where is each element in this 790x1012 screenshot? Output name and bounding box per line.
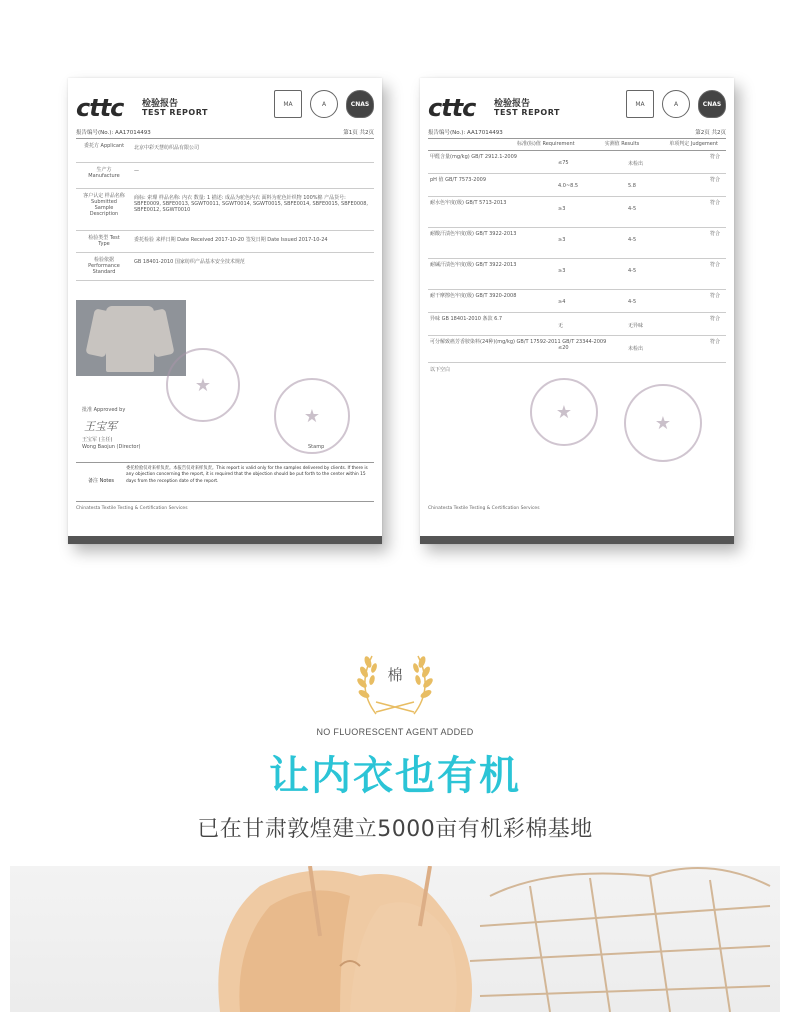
result-value: 5.8 <box>628 183 636 189</box>
result-value: 4-5 <box>628 268 637 274</box>
results-row <box>428 174 726 197</box>
judgement-value: 符合 <box>709 339 720 345</box>
footer-org: Chinatesta Textile Testing & Certification Services <box>428 506 540 511</box>
test-type-label: 检验类型 Test Type <box>88 235 120 247</box>
result-value: 4-5 <box>628 206 637 212</box>
requirement-value: ≤20 <box>558 345 569 351</box>
cttc-logo: cttc <box>76 94 124 122</box>
judgement-value: 符合 <box>709 293 720 299</box>
results-rows <box>428 151 726 363</box>
cal-mark-icon: A <box>662 90 690 118</box>
requirement-value: ≤75 <box>558 160 569 166</box>
results-row <box>428 259 726 290</box>
cnas-mark-icon: CNAS <box>698 90 726 118</box>
requirement-value: 4.0~8.5 <box>558 183 579 189</box>
result-value: 4-5 <box>628 299 637 305</box>
standard-value: GB 18401-2010 国家纺织产品基本安全技术规范 <box>134 259 245 265</box>
applicant-row <box>76 140 374 163</box>
sample-row <box>76 190 374 231</box>
footer-org: Chinatesta Textile Testing & Certification Services <box>76 506 188 511</box>
certification-marks <box>626 90 726 118</box>
requirement-value: 无 <box>558 323 564 329</box>
test-item: pH 值 GB/T 7573-2009 <box>430 177 486 183</box>
cma-mark-icon: MA <box>274 90 302 118</box>
test-item: 异味 GB 18401-2010 条款 6.7 <box>430 316 503 322</box>
judgement-value: 符合 <box>709 177 720 183</box>
report-header <box>428 88 726 124</box>
signature: 王宝军 <box>84 420 117 433</box>
report-title-en: TEST REPORT <box>142 108 208 117</box>
approved-label: 批准 Approved by <box>82 407 126 413</box>
results-row <box>428 313 726 336</box>
applicant-value: 北京中彩天慧纺织品有限公司 <box>134 145 200 151</box>
col-requirement: 标准(标)值 Requirement <box>516 141 575 147</box>
results-row <box>428 197 726 228</box>
test-report-page-1 <box>68 78 382 544</box>
sample-label: 客户认定 样品名称 Submitted Sample Description <box>83 193 125 217</box>
test-item: 甲醛含量(mg/kg) GB/T 2912.1-2009 <box>430 154 517 160</box>
test-type-row <box>76 232 374 253</box>
test-item: 耐碱汗渍色牢度(级) GB/T 3922-2013 <box>430 262 517 268</box>
page-indicator: 第1页 共2页 <box>343 130 374 136</box>
page-indicator: 第2页 共2页 <box>695 130 726 136</box>
report-number: 报告编号(No.): AA17014493 <box>428 130 503 136</box>
notes-label: 备注 Notes <box>87 478 115 484</box>
report-title-cn: 检验报告 <box>142 99 179 109</box>
blank-note: 以下空白 <box>430 367 451 373</box>
signer-name: 王宝军 (主任) <box>82 437 113 443</box>
center-stamp-icon: ★ <box>166 348 240 422</box>
test-type-value: 委托检验 来样日期 Date Received 2017-10-20 签发日期 Date Issued 2017-10-24 <box>134 237 328 243</box>
requirement-value: ≥3 <box>558 268 566 274</box>
manufacture-value: — <box>134 168 139 174</box>
col-judgement: 单项判定 Judgement <box>669 141 718 147</box>
requirement-value: ≥3 <box>558 237 566 243</box>
judgement-value: 符合 <box>709 231 720 237</box>
cnas-mark-icon: CNAS <box>346 90 374 118</box>
results-row <box>428 336 726 363</box>
report-number-row <box>76 128 374 139</box>
product-photo <box>10 866 780 1012</box>
cal-mark-icon: A <box>310 90 338 118</box>
test-report-page-2 <box>420 78 734 544</box>
cttc-logo: cttc <box>428 94 476 122</box>
stamp-label: Stamp <box>308 444 325 450</box>
headline: 让内衣也有机 <box>269 753 521 799</box>
judgement-value: 符合 <box>709 262 720 268</box>
test-item: 可分解致癌芳香胺染料(24种)(mg/kg) GB/T 17592-2011 GB/T 23344-2009 <box>430 339 607 345</box>
no-fluorescent-tagline: NO FLUORESCENT AGENT ADDED <box>316 727 474 737</box>
manufacture-row <box>76 164 374 189</box>
notes-row <box>76 462 374 502</box>
official-stamp-icon: ★ <box>274 378 350 454</box>
result-value: 4-5 <box>628 237 637 243</box>
subheadline: 已在甘肃敦煌建立5000亩有机彩棉基地 <box>197 817 593 842</box>
signer-name-en: Wong Baojun (Director) <box>82 444 141 450</box>
report-header <box>76 88 374 124</box>
official-stamp-icon: ★ <box>624 384 702 462</box>
result-value: 未检出 <box>628 346 644 352</box>
footer-bar <box>420 536 734 544</box>
center-stamp-icon: ★ <box>530 378 598 446</box>
requirement-value: ≥4 <box>558 299 566 305</box>
results-row <box>428 290 726 313</box>
result-value: 未检出 <box>628 161 644 167</box>
notes-value: 委托检验仅对来样负责。本报告仅对来样负责。This report is valid only for the samples delivered by clients. If there is any objection concerning the report, it is required that the objection should be put forth to the center within 15 days from the reception date of the report. <box>126 466 368 484</box>
report-title-en: TEST REPORT <box>494 108 560 117</box>
test-item: 耐干摩擦色牢度(级) GB/T 3920-2008 <box>430 293 517 299</box>
judgement-value: 符合 <box>709 200 720 206</box>
judgement-value: 符合 <box>709 316 720 322</box>
results-row <box>428 228 726 259</box>
results-row <box>428 151 726 174</box>
standard-row <box>76 254 374 281</box>
report-number: 报告编号(No.): AA17014493 <box>76 130 151 136</box>
cma-mark-icon: MA <box>626 90 654 118</box>
result-value: 无异味 <box>628 323 644 329</box>
requirement-value: ≥3 <box>558 206 566 212</box>
test-item: 耐水色牢度(级) GB/T 5713-2013 <box>430 200 507 206</box>
sample-value: 商标: 索璨 样品名称: 内衣 数量: 1 描述: 成品为驼色内衣 面料为驼色针织物 100%棉 产品货号: SBFE0009, SBFE0013, SGWT0011, SGWT0014, SGWT0015, SBFE0014, SBFE0015, SBFE0008, SBFE0012, SGWT0010 <box>134 195 368 213</box>
test-item: 耐酸汗渍色牢度(级) GB/T 3922-2013 <box>430 231 517 237</box>
manufacture-label: 生产方 Manufacture <box>88 167 120 179</box>
emblem-character: 棉 <box>387 666 403 684</box>
applicant-label: 委托方 Applicant <box>83 143 125 149</box>
bra-basket-illustration <box>10 866 780 1012</box>
standard-label: 检验依据 Performance Standard <box>88 257 120 275</box>
results-table-header <box>428 138 726 151</box>
col-results: 实测值 Results <box>604 141 640 147</box>
report-title-cn: 检验报告 <box>494 99 531 109</box>
results-table <box>428 138 726 376</box>
judgement-value: 符合 <box>709 154 720 160</box>
footer-bar <box>68 536 382 544</box>
certification-marks <box>274 90 374 118</box>
cotton-wheat-emblem <box>346 648 444 718</box>
sample-photo <box>76 300 186 376</box>
